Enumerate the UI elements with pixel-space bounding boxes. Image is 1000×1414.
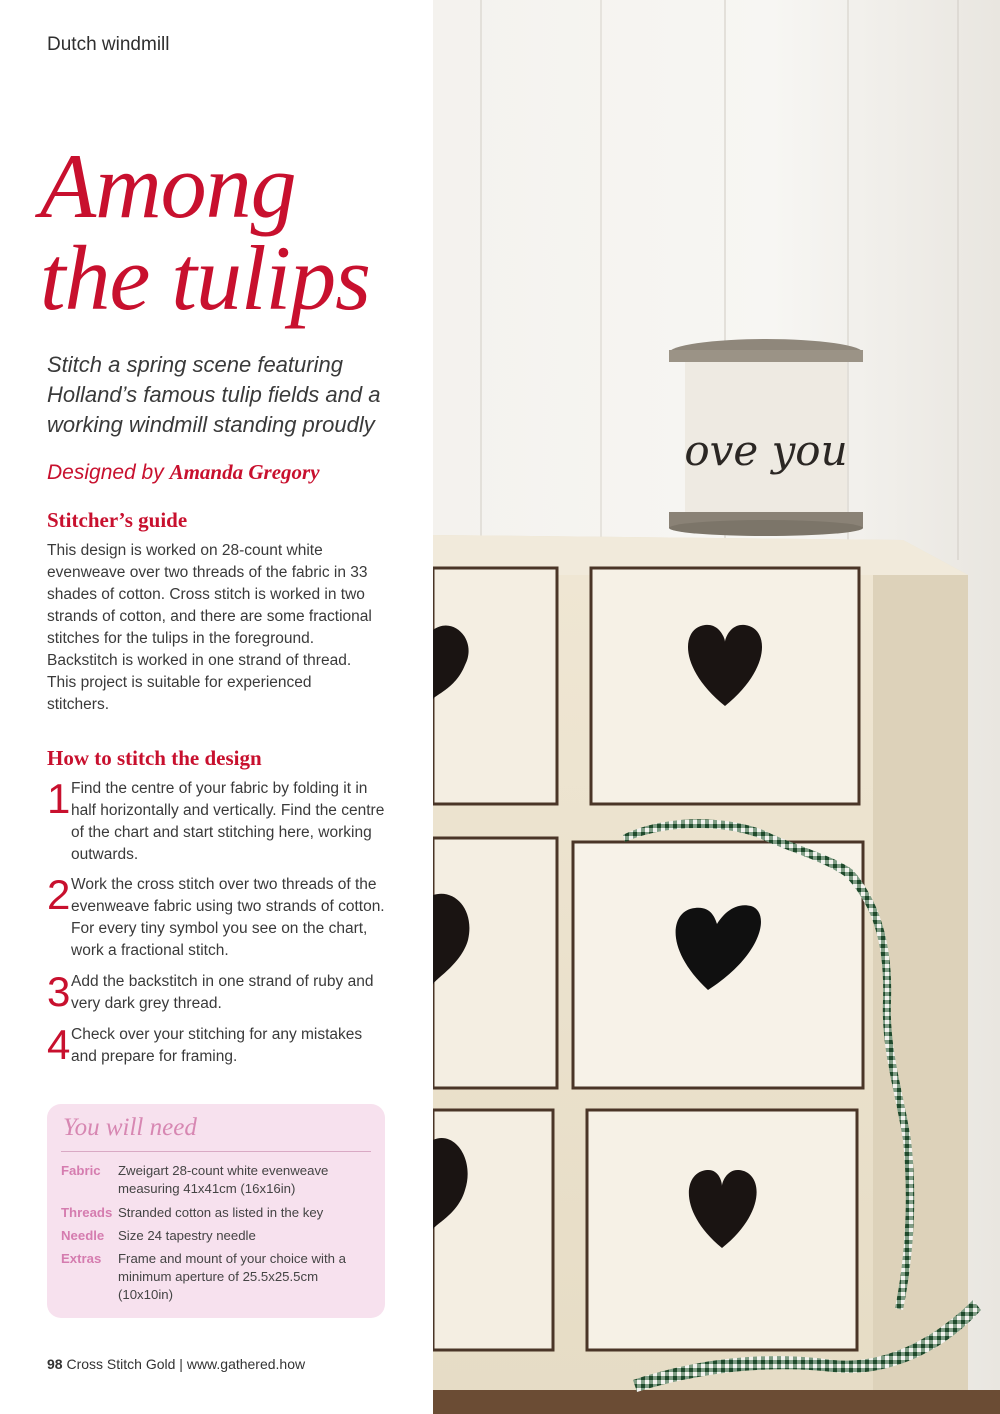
drawer-right-bottom [587, 1110, 857, 1350]
need-value: Size 24 tapestry needle [118, 1228, 256, 1243]
drawer-right-top [591, 568, 859, 804]
drawer-left-top [433, 568, 557, 804]
need-label: Needle [61, 1228, 105, 1243]
magazine-name: Cross Stitch Gold [66, 1356, 176, 1372]
step-number: 4 [47, 1021, 71, 1068]
step-number: 1 [47, 775, 71, 822]
stitchers-guide-heading: Stitcher’s guide [47, 508, 188, 532]
need-item-needle [61, 1227, 371, 1245]
need-label: Fabric [61, 1163, 101, 1178]
website-url: www.gathered.how [186, 1356, 306, 1372]
step-1 [47, 775, 387, 866]
drawer-right-middle-open [573, 842, 863, 1088]
need-item-extras [61, 1250, 371, 1304]
page-footer [47, 1356, 305, 1372]
need-label: Threads [61, 1205, 113, 1220]
need-value: Frame and mount of your choice with a minimum aperture of 25.5x25.5cm (10x10in) [118, 1251, 346, 1302]
need-item-fabric [61, 1162, 371, 1198]
need-item-threads [61, 1204, 371, 1222]
page-title [40, 135, 370, 329]
drawer-left-bottom [433, 1110, 553, 1350]
ribbon-spool [669, 339, 863, 536]
spool-lettering: ove you [684, 426, 848, 475]
step-text: Find the centre of your fabric by folding it in half horizontally and vertically. Find the centre of the chart and start stitching here, working outwards. [71, 780, 385, 863]
designer-name: Amanda Gregory [169, 460, 320, 484]
step-number: 2 [47, 871, 71, 918]
step-4 [47, 1021, 387, 1068]
need-value: Zweigart 28-count white evenweave measuring 41x41cm (16x16in) [118, 1163, 329, 1196]
footer-separator: | [179, 1356, 183, 1372]
product-photo [433, 0, 1000, 1414]
stitchers-guide-text: This design is worked on 28-count white evenweave over two threads of the fabric in 33 shades of cotton. Cross stitch is worked in two strands of cotton, and there are some fractional stitches for the tulips in the foreground. Backstitch is worked in one strand of thread. This project is suitable for experienced stitchers. [47, 542, 372, 713]
standfirst: Stitch a spring scene featuring Holland’s famous tulip fields and a working windmill standing proudly [47, 352, 381, 437]
step-text: Add the backstitch in one strand of ruby and very dark grey thread. [71, 973, 374, 1012]
drawer-left-middle [433, 838, 557, 1088]
you-will-need-panel [47, 1104, 385, 1318]
page-number: 98 [47, 1356, 63, 1372]
need-label: Extras [61, 1251, 102, 1266]
divider [61, 1151, 371, 1152]
step-2 [47, 871, 387, 962]
byline [47, 460, 320, 485]
step-number: 3 [47, 968, 71, 1015]
need-value: Stranded cotton as listed in the key [118, 1205, 324, 1220]
step-text: Check over your stitching for any mistakes and prepare for framing. [71, 1026, 363, 1065]
step-text: Work the cross stitch over two threads of the evenweave fabric using two strands of cotton. For every tiny symbol you see on the chart, work a fractional stitch. [71, 876, 385, 959]
step-3 [47, 968, 387, 1015]
section-tag: Dutch windmill [47, 34, 170, 55]
you-will-need-heading: You will need [63, 1114, 197, 1141]
title-line-1: Among [40, 135, 296, 237]
byline-prefix: Designed by [47, 461, 164, 484]
how-to-heading: How to stitch the design [47, 746, 262, 770]
title-line-2: the tulips [40, 227, 370, 329]
